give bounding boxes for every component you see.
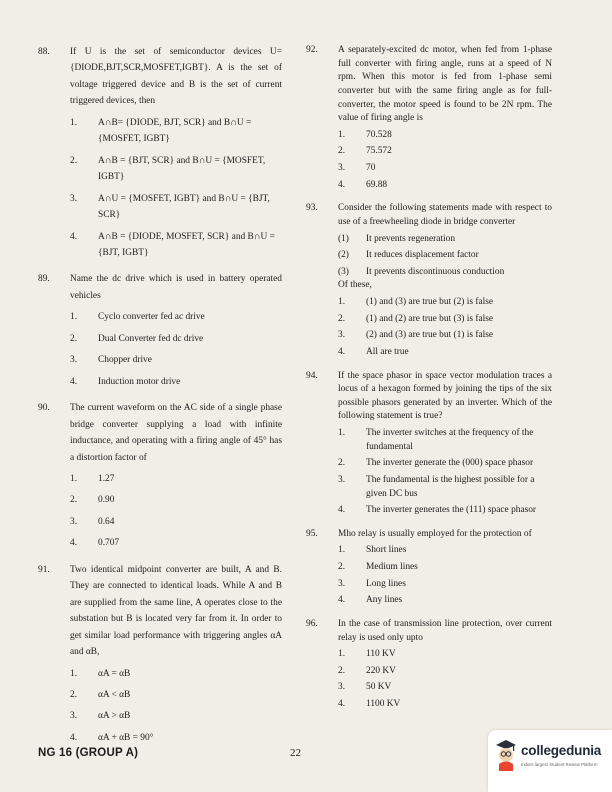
question-91 [38,562,282,747]
option-text: 70 [366,163,376,173]
option [70,191,282,224]
statement-text: It prevents regeneration [366,233,456,244]
option-number: 4. [338,505,346,516]
option-text: The inverter switches at the frequency of the fundamental [366,428,534,452]
option-text: αA + αB = 90° [98,732,154,743]
option [338,313,552,327]
option-number: 3. [70,711,78,722]
question-number: 94. [306,370,318,381]
option-number: 3. [338,163,346,173]
option-number: 4. [70,538,78,549]
question-number: 92. [306,45,318,55]
statement [338,266,552,280]
question-number: 95. [306,528,318,539]
option [338,665,552,679]
option-text: 0.90 [98,495,115,506]
option-number: 3. [338,578,346,589]
option [70,352,282,368]
statement [338,249,552,263]
page-number: 22 [290,747,301,759]
option-text: Any lines [366,595,403,606]
option-number: 4. [338,179,346,190]
question-text: If U is the set of semiconductor devices U={DIODE,BJT,SCR,MOSFET,IGBT}. A is the set of voltage triggered device and B is the set of current triggered devices, then [70,47,282,107]
option [70,687,282,703]
option [338,474,552,501]
option [338,594,552,608]
question-text: Two identical midpoint converter are built, A and B. They are connected to identical loads. While A and B are supplied from the same line, A operates close to the substation but B is located very far from it. In order to get similar load performance with triggering angles αA and αB, [70,564,282,658]
option [70,153,282,186]
option-text: A∩B = {BJT, SCR} and B∩U = {MOSFET, IGBT} [98,155,266,183]
option-number: 4. [338,595,346,606]
question-text: Name the dc drive which is used in battery operated vehicles [70,274,282,301]
question-95 [306,528,552,608]
option-number: 3. [70,355,78,366]
statement [338,233,552,247]
option-text: αA = αB [98,668,131,679]
question-number: 91. [38,564,50,575]
option-text: A∩B= {DIODE, BJT, SCR} and B∩U = {MOSFET, IGBT} [98,117,252,145]
question-number: 93. [306,203,318,214]
statement-number: (3) [338,266,349,277]
left-column [38,44,282,756]
question-number: 88. [38,47,50,57]
option-number: 1. [70,312,78,323]
option-number: 1. [338,649,346,660]
option-number: 2. [338,146,346,157]
option [338,296,552,310]
option [338,578,552,592]
question-number: 89. [38,274,50,285]
option-number: 1. [70,668,78,679]
option-text: αA > αB [98,711,131,722]
option-number: 3. [338,682,346,693]
option-text: Long lines [366,578,406,589]
option-number: 4. [70,376,78,387]
question-89 [38,271,282,390]
option-text: 50 KV [366,682,392,693]
option [70,514,282,530]
option-number: 3. [338,474,346,485]
option-number: 1. [338,428,346,438]
option-text: Short lines [366,545,407,556]
option-text: 0.64 [98,516,115,527]
option-number: 3. [70,193,78,204]
question-94 [306,370,552,518]
option [70,492,282,508]
option-number: 4. [338,346,346,357]
option [338,329,552,343]
option [338,427,552,454]
option [338,145,552,159]
option-number: 4. [70,732,78,743]
statement-text: It prevents discontinuous conduction [366,266,505,277]
option-text: Dual Converter fed dc drive [98,333,204,344]
option [338,162,552,176]
option-text: 69.88 [366,179,388,190]
option-text: 1.27 [98,473,115,484]
option-number: 4. [70,231,78,242]
question-88 [38,44,282,261]
option [70,309,282,325]
option [338,561,552,575]
option-number: 2. [338,458,346,469]
option-number: 2. [338,665,346,676]
option-text: Chopper drive [98,355,152,366]
option-text: 220 KV [366,665,396,676]
option [70,229,282,262]
question-number: 90. [38,403,50,414]
question-number: 96. [306,618,318,629]
option-text: A∩B = {DIODE, MOSFET, SCR} and B∩U = {BJT, IGBT} [98,231,275,258]
option-number: 2. [70,689,78,700]
right-column [306,44,552,722]
option [338,457,552,471]
option [70,374,282,390]
option-text: Cyclo converter fed ac drive [98,312,205,323]
statement-text: It reduces displacement factor [366,250,479,261]
option-number: 3. [338,330,346,341]
option [70,535,282,551]
option-number: 1. [338,297,346,307]
option-text: Medium lines [366,562,418,572]
of-these-label: Of these, [338,280,372,291]
statement-number: (2) [338,250,349,261]
question-96 [306,618,552,712]
option [338,504,552,518]
option [338,346,552,360]
option [338,648,552,662]
question-text: Consider the following statements made with respect to use of a freewheeling diode in bridge converter [338,203,552,227]
option [338,129,552,143]
option-text: 1100 KV [366,699,401,709]
option [338,544,552,558]
option-text: The inverter generate the (000) space phasor [366,458,534,469]
question-text: Mho relay is usually employed for the protection of [338,528,532,539]
option-number: 4. [338,699,346,709]
option-text: (1) and (2) are true but (3) is false [366,313,494,324]
option-text: The fundamental is the highest possible for a given DC bus [366,474,535,499]
option-text: 0.707 [98,538,120,549]
question-text: In the case of transmission line protection, over current relay is used only upto [338,618,552,643]
option-number: 3. [70,516,78,527]
option-text: 75.572 [366,146,392,157]
option-text: Induction motor drive [98,376,181,387]
option [70,666,282,682]
option [70,708,282,724]
question-text: If the space phasor in space vector modulation traces a locus of a hexagon formed by joining the tips of the six possible phasors generated by an inverter. Which of the following statement is true? [338,370,552,422]
question-93 [306,202,552,359]
question-text: The current waveform on the AC side of a single phase bridge converter supplying a load with infinite inductance, and operating with a firing angle of 45° has a distortion factor of [70,403,282,463]
option [338,698,552,712]
statement-number: (1) [338,233,349,244]
watermark-tagline: India's largest Student Review Platform [521,762,598,767]
option [338,179,552,193]
option-number: 2. [338,313,346,324]
option-text: The inverter generates the (111) space phasor [366,505,537,516]
option-text: 110 KV [366,649,396,660]
option-number: 1. [338,545,346,556]
option-number: 2. [70,155,78,166]
question-92 [306,44,552,192]
graduate-mascot-icon [494,738,518,772]
option [70,331,282,347]
option-text: All are true [366,346,409,357]
watermark-name: collegedunia [521,743,602,758]
question-90 [38,400,282,552]
paper-code: NG 16 (GROUP A) [38,747,139,759]
option-number: 1. [70,473,78,484]
option-number: 1. [338,129,346,140]
option-number: 2. [70,333,78,344]
option [70,115,282,148]
question-text: A separately-excited dc motor, when fed from 1-phase full converter with firing angle, runs at a speed of N rpm. When this motor is fed from 1-phase semi converter but with the same firing angle as for full-converter, the motor speed is found to be 2N rpm. The value of firing angle is [338,45,552,124]
option-number: 2. [338,562,346,572]
option-text: 70.528 [366,129,392,140]
option-number: 1. [70,117,78,128]
watermark-badge [488,730,612,792]
option-number: 2. [70,495,78,506]
option [70,730,282,746]
option-text: A∩U = {MOSFET, IGBT} and B∩U = {BJT, SCR} [98,193,270,221]
option [70,471,282,487]
option-text: (2) and (3) are true but (1) is false [366,330,494,341]
option [338,681,552,695]
option-text: (1) and (3) are true but (2) is false [366,297,494,307]
option-text: αA < αB [98,689,131,700]
